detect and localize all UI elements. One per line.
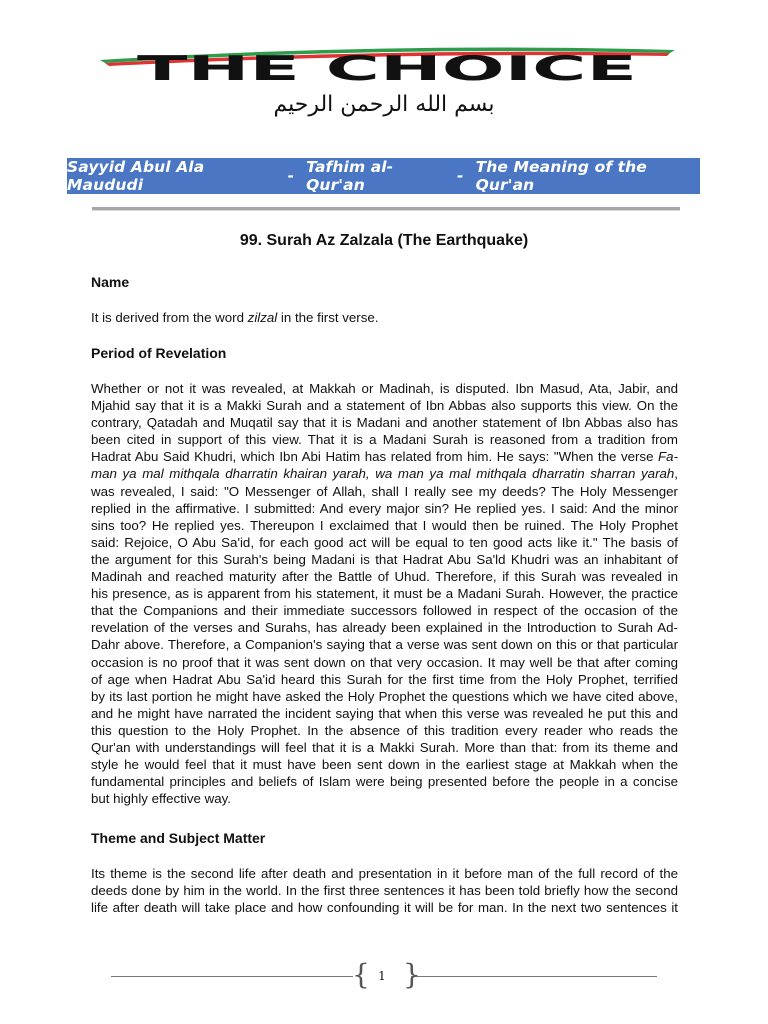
header-banner — [67, 158, 700, 194]
text-line: the argument for this Surah's being Madani is that Hadrat Abu Sa'ld Khudri was an inhabitant of — [91, 551, 678, 567]
period-heading: Period of Revelation — [91, 345, 227, 361]
banner-separator: - — [457, 167, 464, 185]
text-line: that the Companions and their immediate successors followed in respect of the occasion of the — [91, 603, 678, 619]
banner-author: Sayyid Abul Ala Maududi — [67, 158, 205, 194]
text-line: replied in the affirmative. I submitted: And every major sin? He replied yes. I said: And the minor — [91, 500, 678, 516]
text-line: sins too? He replied yes. Thereupon I exclaimed that I would then be ruined. The Holy Prophet — [91, 517, 678, 533]
theme-heading: Theme and Subject Matter — [91, 830, 266, 846]
text-line: said: Rejoice, O Abu Sa'id, for each good act will be equal to ten good acts like it." The basis of — [91, 534, 678, 550]
text-line: Madinah and reached maturity after the Battle of Uhud. Therefore, if this Surah was revealed in — [91, 569, 678, 585]
text-line: deeds done by him in the world. In the first three sentences it has been told briefly how the second — [91, 883, 678, 899]
period-paragraph — [91, 380, 678, 807]
text-line: been cited in support of this view. That it is a Madani Surah is reasoned from a tradition from — [91, 432, 678, 448]
text-line: was revealed, I said: "O Messenger of Allah, shall I really see my deeds? The Holy Messenger — [91, 483, 678, 499]
page-title: 99. Surah Az Zalzala (The Earthquake) — [239, 232, 529, 249]
footer-rule-right — [411, 976, 657, 977]
text-line: this question to the Holy Prophet. In the absence of this tradition every reader who reads the — [91, 722, 678, 738]
text-line: his presence, as is apparent from his statement, it must be a Madani Surah. However, the practice — [91, 586, 678, 602]
header-rule — [92, 207, 680, 211]
text-line: by its last portion he might have asked the Holy Prophet the questions which we have cited above, — [91, 688, 678, 704]
the-choice-logo — [95, 40, 680, 88]
name-heading: Name — [91, 274, 130, 290]
text-line: and he might have narrated the incident saying that when this verse was revealed he put this and — [91, 705, 678, 721]
text-line: revelation of the verses and Surahs, has already been explained in the Introduction to Surah Ad- — [91, 620, 678, 636]
basmala: بسم الله الرحمن الرحيم — [273, 92, 495, 117]
text-line: Dahr above. Therefore, a Companion's saying that a verse was sent down on this or that particular — [91, 637, 678, 653]
text-line: style he would feel that it must have been sent down in the earliest stage at Makkah when the — [91, 757, 678, 773]
text-line: contrary, Qatadah and Muqatil say that it is Madani and another statement of Ibn Abbas also has — [91, 415, 678, 431]
zilzal-term: zilzal — [247, 310, 278, 325]
text-line: Its theme is the second life after death and presentation in it before man of the full record of the — [91, 866, 678, 881]
footer-brace-left: { — [352, 958, 370, 991]
logo-text: THE CHOICE — [137, 49, 637, 88]
page-number: 1 — [378, 969, 386, 983]
theme-paragraph — [91, 865, 678, 916]
banner-work: Tafhim al-Qur'an — [306, 158, 394, 194]
banner-separator: - — [287, 167, 295, 185]
name-paragraph: It is derived from the word zilzal in the first verse. — [91, 310, 379, 325]
banner-subtitle: The Meaning of the Qur'an — [475, 158, 647, 194]
text-line: life after death will take place and how confounding it will be for man. In the next two sentences it — [91, 900, 678, 916]
text-line: Whether or not it was revealed, at Makkah or Madinah, is disputed. Ibn Masud, Ata, Jabir, and — [91, 381, 678, 396]
text-line: occasion is no proof that it was sent down on that very occasion. It may well be that after coming — [91, 654, 678, 670]
text-line: of age when Hadrat Abu Sa'id heard this Surah for the first time from the Holy Prophet, terrified — [91, 671, 678, 687]
text-line: Mjahid say that it is a Makki Surah and a statement of Ibn Abbas also supports this view. On the — [91, 398, 678, 414]
footer-brace-right: } — [403, 958, 421, 991]
text-line: man ya mal mithqala dharratin khairan yarah, wa man ya mal mithqala dharratin sharran yarah, — [91, 466, 678, 482]
text-line: fundamental principles and beliefs of Islam were being presented before the people in a concise — [91, 774, 678, 790]
text-line: but highly effective way. — [91, 791, 231, 807]
footer-rule-left — [111, 976, 353, 977]
text-line: Hadrat Abu Said Khudri, which Ibn Abi Hatim has related from him. He says: "When the verse Fa- — [91, 449, 678, 465]
text-line: Qur'an with understandings will feel that it is a Makki Surah. More than that: from its theme and — [91, 739, 678, 755]
